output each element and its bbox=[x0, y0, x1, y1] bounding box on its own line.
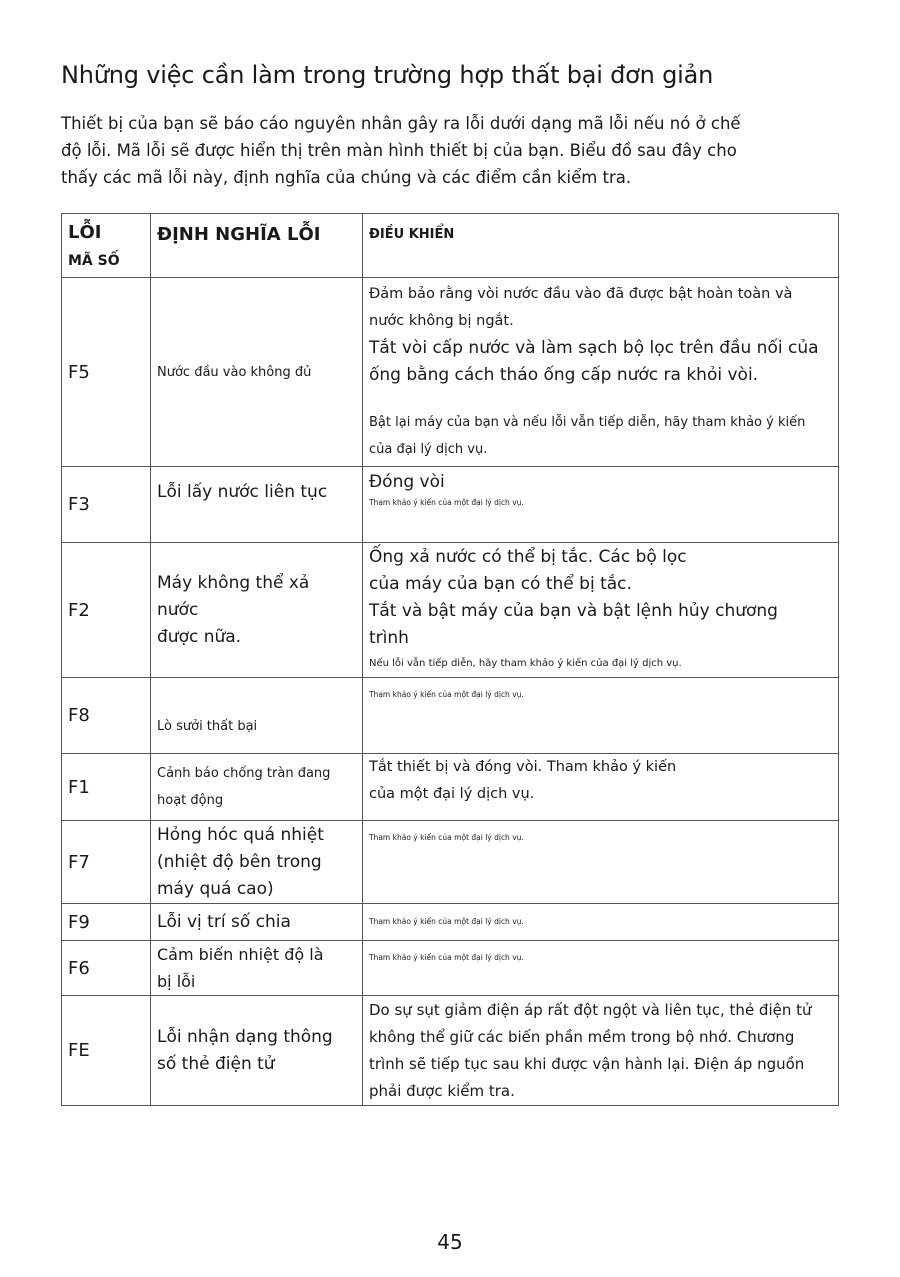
error-control bbox=[363, 467, 839, 543]
error-definition: Lỗi lấy nước liên tục bbox=[151, 467, 363, 543]
error-definition bbox=[151, 754, 363, 821]
control-line: Do sự sụt giảm điện áp rất đột ngột và liên tục, thẻ điện tử bbox=[369, 1000, 812, 1019]
definition-line: Lỗi nhận dạng thông bbox=[157, 1026, 333, 1047]
control-line: Ống xả nước có thể bị tắc. Các bộ lọc bbox=[369, 547, 687, 567]
error-code: F6 bbox=[62, 941, 151, 996]
table-row bbox=[62, 678, 839, 754]
definition-line: bị lỗi bbox=[157, 972, 196, 991]
definition-line: Hỏng hóc quá nhiệt bbox=[157, 824, 324, 845]
definition-line: máy quá cao) bbox=[157, 878, 274, 899]
control-line: Tham khảo ý kiến của một đại lý dịch vụ. bbox=[369, 498, 524, 507]
error-code: F3 bbox=[62, 467, 151, 543]
control-line: trình bbox=[369, 628, 409, 648]
error-control bbox=[363, 278, 839, 467]
intro-line: độ lỗi. Mã lỗi sẽ được hiển thị trên màn hình thiết bị của bạn. Biểu đồ sau đây cho bbox=[61, 141, 737, 160]
table-row bbox=[62, 278, 839, 467]
definition-line: được nữa. bbox=[157, 626, 242, 647]
page-number: 45 bbox=[437, 1230, 463, 1254]
table-row bbox=[62, 996, 839, 1106]
error-code-table bbox=[61, 213, 839, 1106]
definition-line: hoạt động bbox=[157, 793, 224, 808]
intro-line: thấy các mã lỗi này, định nghĩa của chúng và các điểm cần kiểm tra. bbox=[61, 168, 632, 187]
header-control bbox=[363, 214, 839, 278]
table-row bbox=[62, 904, 839, 941]
control-line: phải được kiểm tra. bbox=[369, 1081, 515, 1100]
definition-line: Cảnh báo chống tràn đang bbox=[157, 766, 331, 781]
header-code-line1: LỖI bbox=[68, 221, 102, 243]
definition-line: (nhiệt độ bên trong bbox=[157, 851, 322, 872]
header-error-code bbox=[62, 214, 151, 278]
error-control bbox=[363, 821, 839, 904]
control-line: Tắt thiết bị và đóng vòi. Tham khảo ý kiến bbox=[369, 759, 677, 775]
control-line: Tham khảo ý kiến của một đại lý dịch vụ. bbox=[369, 833, 524, 842]
error-control bbox=[363, 754, 839, 821]
control-line: Tắt và bật máy của bạn và bật lệnh hủy chương bbox=[369, 601, 778, 621]
table-row bbox=[62, 543, 839, 678]
control-line: ống bằng cách tháo ống cấp nước ra khỏi vòi. bbox=[369, 365, 759, 385]
control-line: của máy của bạn có thể bị tắc. bbox=[369, 574, 632, 594]
definition-line: Máy không thể xả nước bbox=[157, 572, 310, 620]
error-control bbox=[363, 543, 839, 678]
control-line: Nếu lỗi vẫn tiếp diễn, hãy tham khảo ý kiến của đại lý dịch vụ. bbox=[369, 658, 682, 669]
table-row bbox=[62, 821, 839, 904]
control-line: Tham khảo ý kiến của một đại lý dịch vụ. bbox=[369, 690, 524, 699]
control-line: Đảm bảo rằng vòi nước đầu vào đã được bật hoàn toàn và bbox=[369, 286, 793, 302]
error-definition: Nước đầu vào không đủ bbox=[151, 278, 363, 467]
table-row bbox=[62, 941, 839, 996]
control-line: trình sẽ tiếp tục sau khi được vận hành lại. Điện áp nguồn bbox=[369, 1054, 805, 1073]
control-line: Tham khảo ý kiến của một đại lý dịch vụ. bbox=[369, 917, 524, 926]
error-control bbox=[363, 996, 839, 1106]
error-definition bbox=[151, 941, 363, 996]
header-definition bbox=[151, 214, 363, 278]
error-code: F8 bbox=[62, 678, 151, 754]
control-line: Đóng vòi bbox=[369, 472, 445, 492]
error-definition: Lỗi vị trí số chia bbox=[151, 904, 363, 941]
error-definition: Lò sưởi thất bại bbox=[151, 678, 363, 754]
control-line: Tham khảo ý kiến của một đại lý dịch vụ. bbox=[369, 953, 524, 962]
header-definition-text: ĐỊNH NGHĨA LỖI bbox=[157, 224, 321, 245]
header-control-text: ĐIỀU KHIỂN bbox=[369, 227, 455, 242]
table-row bbox=[62, 754, 839, 821]
definition-line: số thẻ điện tử bbox=[157, 1053, 275, 1074]
control-line: Bật lại máy của bạn và nếu lỗi vẫn tiếp diễn, hãy tham khảo ý kiến bbox=[369, 415, 806, 430]
error-code: FE bbox=[62, 996, 151, 1106]
control-line: không thể giữ các biến phần mềm trong bộ nhớ. Chương bbox=[369, 1027, 795, 1046]
control-line: của một đại lý dịch vụ. bbox=[369, 786, 535, 802]
error-code: F1 bbox=[62, 754, 151, 821]
control-line: của đại lý dịch vụ. bbox=[369, 442, 488, 457]
intro-line: Thiết bị của bạn sẽ báo cáo nguyên nhân gây ra lỗi dưới dạng mã lỗi nếu nó ở chế bbox=[61, 114, 741, 133]
intro-paragraph bbox=[61, 110, 781, 191]
error-definition bbox=[151, 821, 363, 904]
table-row bbox=[62, 467, 839, 543]
definition-line: Cảm biến nhiệt độ là bbox=[157, 945, 324, 964]
error-definition bbox=[151, 543, 363, 678]
error-definition bbox=[151, 996, 363, 1106]
error-code: F5 bbox=[62, 278, 151, 467]
control-line: nước không bị ngắt. bbox=[369, 313, 514, 329]
error-code: F9 bbox=[62, 904, 151, 941]
error-control bbox=[363, 678, 839, 754]
error-code: F7 bbox=[62, 821, 151, 904]
error-code: F2 bbox=[62, 543, 151, 678]
error-control bbox=[363, 941, 839, 996]
error-control bbox=[363, 904, 839, 941]
header-code-line2: MÃ SỐ bbox=[68, 252, 120, 269]
table-header-row bbox=[62, 214, 839, 278]
control-line: Tắt vòi cấp nước và làm sạch bộ lọc trên đầu nối của bbox=[369, 338, 819, 358]
page-title: Những việc cần làm trong trường hợp thất bại đơn giản bbox=[61, 61, 714, 89]
